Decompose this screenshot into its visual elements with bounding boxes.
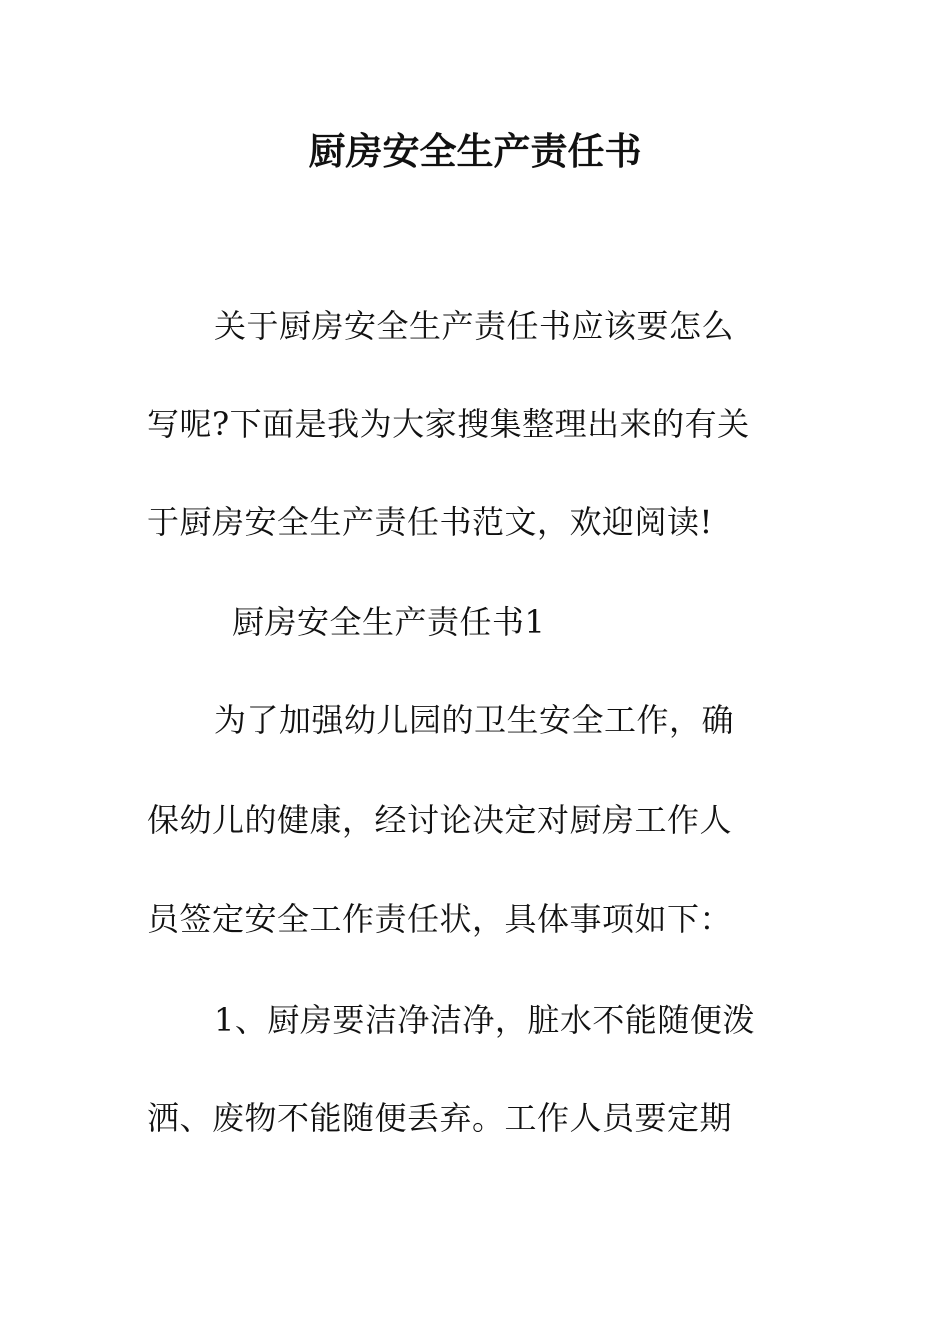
paragraph-line-3: 于厨房安全生产责任书范文，欢迎阅读! bbox=[147, 503, 713, 541]
document-title: 厨房安全生产责任书 bbox=[308, 130, 642, 173]
paragraph-line-6: 保幼儿的健康，经讨论决定对厨房工作人 bbox=[147, 801, 733, 839]
section-heading: 厨房安全生产责任书1 bbox=[232, 603, 546, 641]
paragraph-line-8: 1、厨房要洁净洁净，脏水不能随便泼 bbox=[214, 1001, 755, 1039]
paragraph-line-2: 写呢?下面是我为大家搜集整理出来的有关 bbox=[147, 405, 750, 443]
paragraph-line-5: 为了加强幼儿园的卫生安全工作，确 bbox=[214, 701, 735, 739]
paragraph-line-7: 员签定安全工作责任状，具体事项如下： bbox=[147, 900, 733, 938]
paragraph-line-1: 关于厨房安全生产责任书应该要怎么 bbox=[214, 307, 735, 345]
paragraph-line-9: 洒、废物不能随便丢弃。工作人员要定期 bbox=[147, 1099, 733, 1137]
